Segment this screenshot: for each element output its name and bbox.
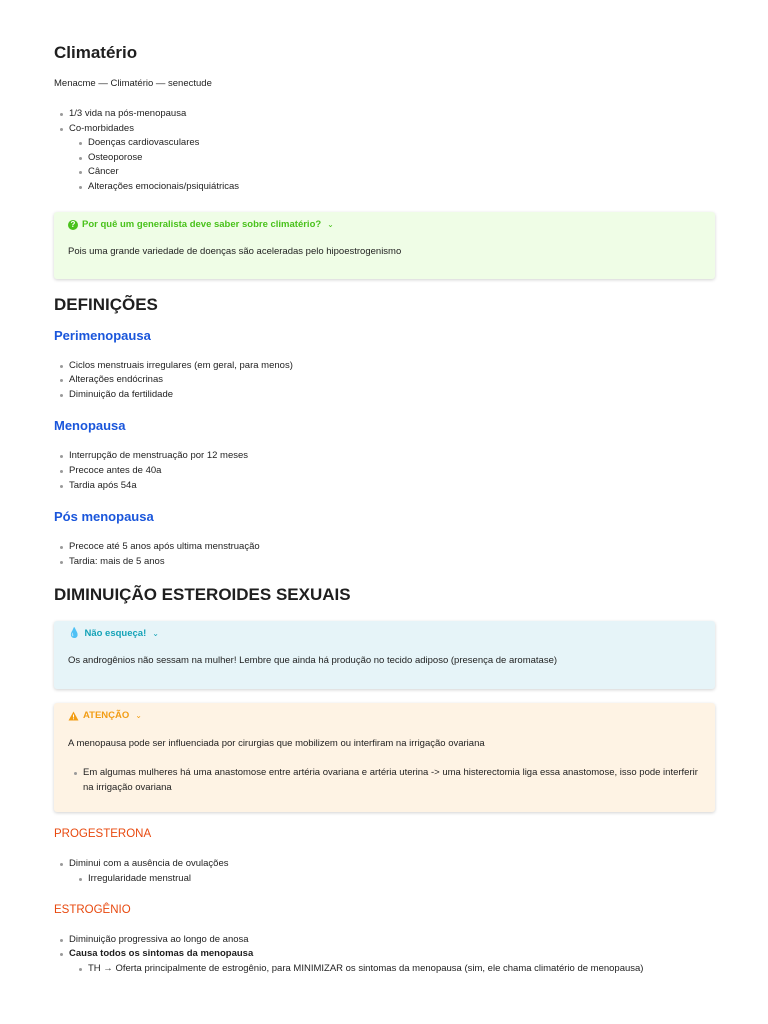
chevron-down-icon: ⌄: [152, 629, 159, 639]
list-item: [69, 947, 715, 976]
list-item: Irregularidade menstrual: [88, 872, 715, 887]
callout-nao-esqueca: [54, 621, 715, 689]
callout-atencao: [54, 703, 715, 812]
warning-icon: [68, 711, 79, 721]
list-item: Alterações emocionais/psiquiátricas: [88, 180, 715, 195]
list-item: [69, 857, 715, 886]
list-item: Interrupção de menstruação por 12 meses: [69, 449, 715, 464]
pos-menopausa-list: [54, 540, 715, 569]
callout-toggle[interactable]: [68, 710, 701, 722]
progesterona-list: [54, 857, 715, 886]
callout-toggle[interactable]: [68, 219, 701, 231]
water-drop-icon: 💧: [68, 628, 81, 640]
list-item: Diminuição progressiva ao longo de anosa: [69, 933, 715, 948]
list-item: Câncer: [88, 165, 715, 180]
subheading-perimenopausa: Perimenopausa: [54, 327, 151, 343]
callout-title: Não esqueça!: [84, 628, 147, 640]
menopausa-list: [54, 449, 715, 493]
callout-title: Por quê um generalista deve saber sobre climatério?: [82, 218, 322, 230]
callout-list: [68, 766, 701, 795]
list-item: 1/3 vida na pós-menopausa: [69, 107, 715, 122]
estrogenio-sublist: [69, 962, 715, 977]
intro-list: [54, 107, 715, 195]
comorbidades-list: [69, 136, 715, 194]
list-item: Doenças cardiovasculares: [88, 136, 715, 151]
list-item: Precoce até 5 anos após ultima menstruação: [69, 540, 715, 555]
list-item-label: Causa todos os sintomas da menopausa: [69, 948, 254, 960]
section-heading-definicoes: DEFINIÇÕES: [54, 294, 158, 314]
callout-toggle[interactable]: [68, 628, 701, 640]
subheading-menopausa: Menopausa: [54, 418, 126, 434]
list-item: Alterações endócrinas: [69, 373, 715, 388]
progesterona-sublist: [69, 872, 715, 887]
chevron-down-icon: ⌄: [135, 711, 142, 721]
list-item-label: Diminui com a ausência de ovulações: [69, 858, 229, 870]
subheading-progesterona: PROGESTERONA: [54, 828, 152, 841]
chevron-down-icon: ⌄: [327, 219, 334, 229]
list-item: Em algumas mulheres há uma anastomose entre artéria ovariana e artéria uterina -> uma histerectomia liga essa anastomose, isso pode interferir na irrigação ovariana: [83, 766, 701, 795]
callout-title: ATENÇÃO: [83, 710, 130, 722]
list-item: Diminuição da fertilidade: [69, 388, 715, 403]
callout-body: Os androgênios não sessam na mulher! Lembre que ainda há produção no tecido adiposo (presença de aromatase): [68, 655, 558, 667]
callout-generalista: [54, 212, 715, 279]
estrogenio-list: [54, 933, 715, 977]
subheading-pos-menopausa: Pós menopausa: [54, 509, 154, 525]
callout-body: Pois uma grande variedade de doenças são aceleradas pelo hipoestrogenismo: [68, 245, 402, 257]
list-item: [69, 122, 715, 195]
list-item: Ciclos menstruais irregulares (em geral, para menos): [69, 359, 715, 374]
list-item: Tardia: mais de 5 anos: [69, 555, 715, 570]
page-subtitle: Menacme — Climatério — senectude: [54, 78, 212, 89]
list-item: Osteoporose: [88, 151, 715, 166]
subheading-estrogenio: ESTROGÊNIO: [54, 903, 131, 916]
perimenopausa-list: [54, 359, 715, 403]
question-icon: ?: [68, 220, 78, 230]
list-item-label: Co-morbidades: [69, 122, 134, 134]
list-item: TH → Oferta principalmente de estrogênio, para MINIMIZAR os sintomas da menopausa (sim, ele chama climatério de menopausa): [88, 962, 715, 977]
page-title: Climatério: [54, 43, 138, 62]
list-item: Tardia após 54a: [69, 479, 715, 494]
section-heading-esteroides: DIMINUIÇÃO ESTEROIDES SEXUAIS: [54, 585, 351, 605]
callout-body: A menopausa pode ser influenciada por cirurgias que mobilizem ou interfiram na irrigação ovariana: [68, 738, 485, 750]
list-item: Precoce antes de 40a: [69, 464, 715, 479]
